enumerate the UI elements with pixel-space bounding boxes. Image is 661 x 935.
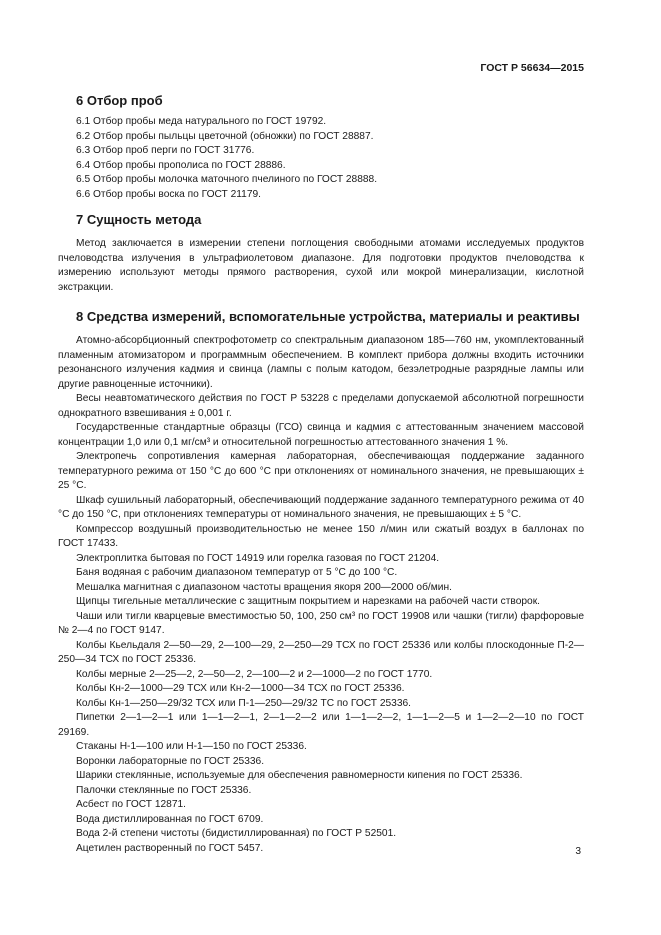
paragraph: Шарики стеклянные, используемые для обеспечения равномерности кипения по ГОСТ 25336. bbox=[76, 770, 523, 781]
section-8-heading: 8 Средства измерений, вспомогательные устройства, материалы и реактивы bbox=[76, 309, 580, 324]
paragraph: Колбы Кн-2—1000—29 ТСХ или Кн-2—1000—34 ТСХ по ГОСТ 25336. bbox=[76, 683, 405, 694]
paragraph: Весы неавтоматического действия по ГОСТ Р 53228 с пределами допускаемой абсолютной погрешности однократного взвешивания ± 0,001 г. bbox=[58, 393, 584, 419]
paragraph: Пипетки 2—1—2—1 или 1—1—2—1, 2—1—2—2 или 1—1—2—2, 1—1—2—5 и 1—2—2—10 по ГОСТ 29169. bbox=[58, 712, 584, 738]
section-6-list bbox=[76, 115, 377, 202]
paragraph: Мешалка магнитная с диапазоном частоты вращения якоря 200—2000 об/мин. bbox=[76, 581, 452, 593]
paragraph: Колбы мерные 2—25—2, 2—50—2, 2—100—2 и 2—1000—2 по ГОСТ 1770. bbox=[76, 668, 433, 680]
paragraph: Воронки лабораторные по ГОСТ 25336. bbox=[76, 755, 265, 767]
paragraph: Государственные стандартные образцы (ГСО) свинца и кадмия с аттестованным значением массовой концентрации 1,0 или 0,1 мг/см³ и относительной погрешностью аттестованного значения 1 %. bbox=[58, 422, 584, 448]
paragraph: Компрессор воздушный производительностью не менее 150 л/мин или сжатый воздух в баллонах по ГОСТ 17433. bbox=[58, 523, 584, 549]
paragraph: Вода дистиллированная по ГОСТ 6709. bbox=[76, 813, 264, 825]
paragraph: Колбы Кн-1—250—29/32 ТСХ или П-1—250—29/32 ТС по ГОСТ 25336. bbox=[76, 697, 412, 709]
list-item: 6.4 Отбор пробы прополиса по ГОСТ 28886. bbox=[76, 159, 286, 171]
paragraph: Колбы Кьельдаля 2—50—29, 2—100—29, 2—250—29 ТСХ по ГОСТ 25336 или колбы плоскодонные П-2—250—34 ТСХ по ГОСТ 25336. bbox=[58, 639, 584, 665]
paragraph: Электропечь сопротивления камерная лабораторная, обеспечивающая поддержание заданного температурного режима от 150 °С до 600 °С при отклонениях от номинального значения, не превышающих ± 25 °С. bbox=[58, 451, 584, 491]
list-item: 6.1 Отбор пробы меда натурального по ГОСТ 19792. bbox=[76, 116, 327, 127]
paragraph: Щипцы тигельные металлические с защитным покрытием и нарезками на рабочей части створок. bbox=[76, 596, 541, 607]
standard-header: ГОСТ Р 56634—2015 bbox=[480, 62, 584, 74]
list-item: 6.5 Отбор пробы молочка маточного пчелиного по ГОСТ 28888. bbox=[76, 174, 378, 185]
paragraph: Метод заключается в измерении степени поглощения свободными атомами исследуемых продуктов пчеловодства излучения в ультрафиолетовом диапазоне. Для подготовки продуктов пчеловодства к измерению используют методы прямого растворения, сухой или мокрой минерализации, кислотной экстракции. bbox=[58, 238, 584, 293]
paragraph: Палочки стеклянные по ГОСТ 25336. bbox=[76, 784, 252, 796]
paragraph: Асбест по ГОСТ 12871. bbox=[76, 799, 186, 810]
paragraph: Шкаф сушильный лабораторный, обеспечивающий поддержание заданного температурного режима от 40 °С до 150 °С, при отклонениях температуры от номинального значения, не превышающих ± 5 °С. bbox=[58, 494, 584, 520]
paragraph: Атомно-абсорбционный спектрофотометр со спектральным диапазоном 185—760 нм, укомплектованный пламенным атомизатором и программным обеспечением. В комплект прибора должны входить источники резонансного излучения кадмия и свинца (лампы с полым катодом, безэлетродные разрядные лампы или другие равноценные источники). bbox=[58, 335, 584, 390]
section-7-heading: 7 Сущность метода bbox=[76, 212, 202, 227]
paragraph: Ацетилен растворенный по ГОСТ 5457. bbox=[76, 842, 264, 854]
list-item: 6.2 Отбор пробы пыльцы цветочной (обножки) по ГОСТ 28887. bbox=[76, 130, 374, 142]
section-6-heading: 6 Отбор проб bbox=[76, 93, 163, 108]
paragraph: Чаши или тигли кварцевые вместимостью 50, 100, 250 см³ по ГОСТ 19908 или чашки (тигли) фарфоровые № 2—4 по ГОСТ 9147. bbox=[58, 610, 584, 636]
section-7-body bbox=[58, 237, 584, 295]
paragraph: Стаканы Н-1—100 или Н-1—150 по ГОСТ 25336. bbox=[76, 741, 307, 752]
list-item: 6.6 Отбор пробы воска по ГОСТ 21179. bbox=[76, 188, 262, 200]
page-number: 3 bbox=[575, 846, 581, 857]
paragraph: Электроплитка бытовая по ГОСТ 14919 или горелка газовая по ГОСТ 21204. bbox=[76, 552, 440, 564]
paragraph: Вода 2-й степени чистоты (бидистиллированная) по ГОСТ Р 52501. bbox=[76, 828, 397, 839]
list-item: 6.3 Отбор проб перги по ГОСТ 31776. bbox=[76, 145, 255, 156]
paragraph: Баня водяная с рабочим диапазоном температур от 5 °С до 100 °С. bbox=[76, 567, 398, 578]
section-8-body bbox=[58, 334, 584, 856]
